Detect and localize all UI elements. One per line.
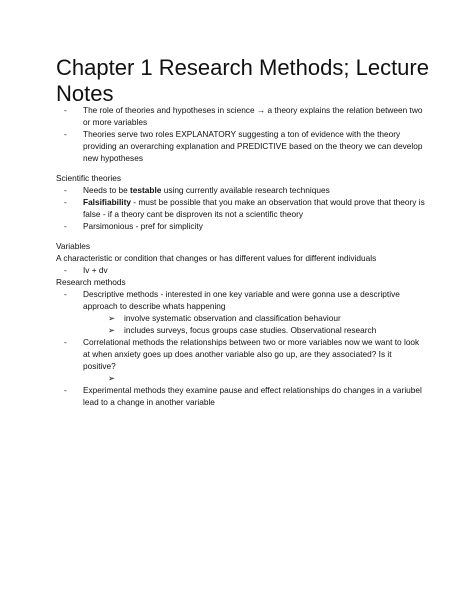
- page-title: Chapter 1 Research Methods; Lecture Notes: [56, 55, 429, 106]
- bullet-dash: -: [64, 221, 67, 231]
- sub-list-item: [56, 372, 426, 384]
- bullet-dash: -: [64, 385, 67, 395]
- sub-list-item: ➢ includes surveys, focus groups case studies. Observational research: [108, 325, 377, 335]
- intro-section: [56, 104, 426, 164]
- scientific-theories-section: [56, 172, 426, 232]
- bullet-dash: -: [64, 337, 67, 347]
- arrow-bullet-icon: ➢: [108, 373, 115, 383]
- list-item: - Parsimonious - pref for simplicity: [64, 221, 203, 231]
- bullet-dash: -: [64, 197, 67, 207]
- list-item: - Correlational methods the relationships between two or more variables now we want to look at when anxiety goes up does another variable also go up, are they associated? Is it positive?: [64, 337, 420, 371]
- definition-text: A characteristic or condition that changes or has different values for different individuals: [56, 253, 377, 263]
- list-item: - Iv + dv: [64, 265, 108, 275]
- list-item: - Needs to be testable using currently available research techniques: [64, 185, 330, 195]
- bold-term: Falsifiability: [83, 197, 131, 207]
- bullet-dash: -: [64, 265, 67, 275]
- variables-section: [56, 240, 426, 408]
- bullet-dash: -: [64, 289, 67, 299]
- arrow-bullet-icon: ➢: [108, 325, 115, 335]
- list-item: - Descriptive methods - interested in one key variable and were gonna use a descriptive approach to describe whats happening: [64, 289, 400, 311]
- sub-list-item: ➢ involve systematic observation and classification behaviour: [108, 313, 341, 323]
- bold-term: testable: [130, 185, 162, 195]
- list-item: - Falsifiability - must be possible that you make an observation that would prove that theory is false - if a theory cant be disproven its not a scientific theory: [64, 197, 425, 219]
- arrow-bullet-icon: ➢: [108, 313, 115, 323]
- list-item: - The role of theories and hypotheses in science → a theory explains the relation between two or more variables: [64, 105, 423, 127]
- section-heading: Research methods: [56, 277, 126, 287]
- section-heading: Variables: [56, 241, 90, 251]
- bullet-dash: -: [64, 185, 67, 195]
- bullet-dash: -: [64, 105, 67, 115]
- list-item: - Experimental methods they examine pause and effect relationships do changes in a variubel lead to a change in another variable: [64, 385, 422, 407]
- section-heading: Scientific theories: [56, 173, 122, 183]
- bullet-dash: -: [64, 129, 67, 139]
- list-item: - Theories serve two roles EXPLANATORY suggesting a ton of evidence with the theory providing an overarching explanation and PREDICTIVE based on the theory we can develop new hypotheses: [64, 129, 423, 163]
